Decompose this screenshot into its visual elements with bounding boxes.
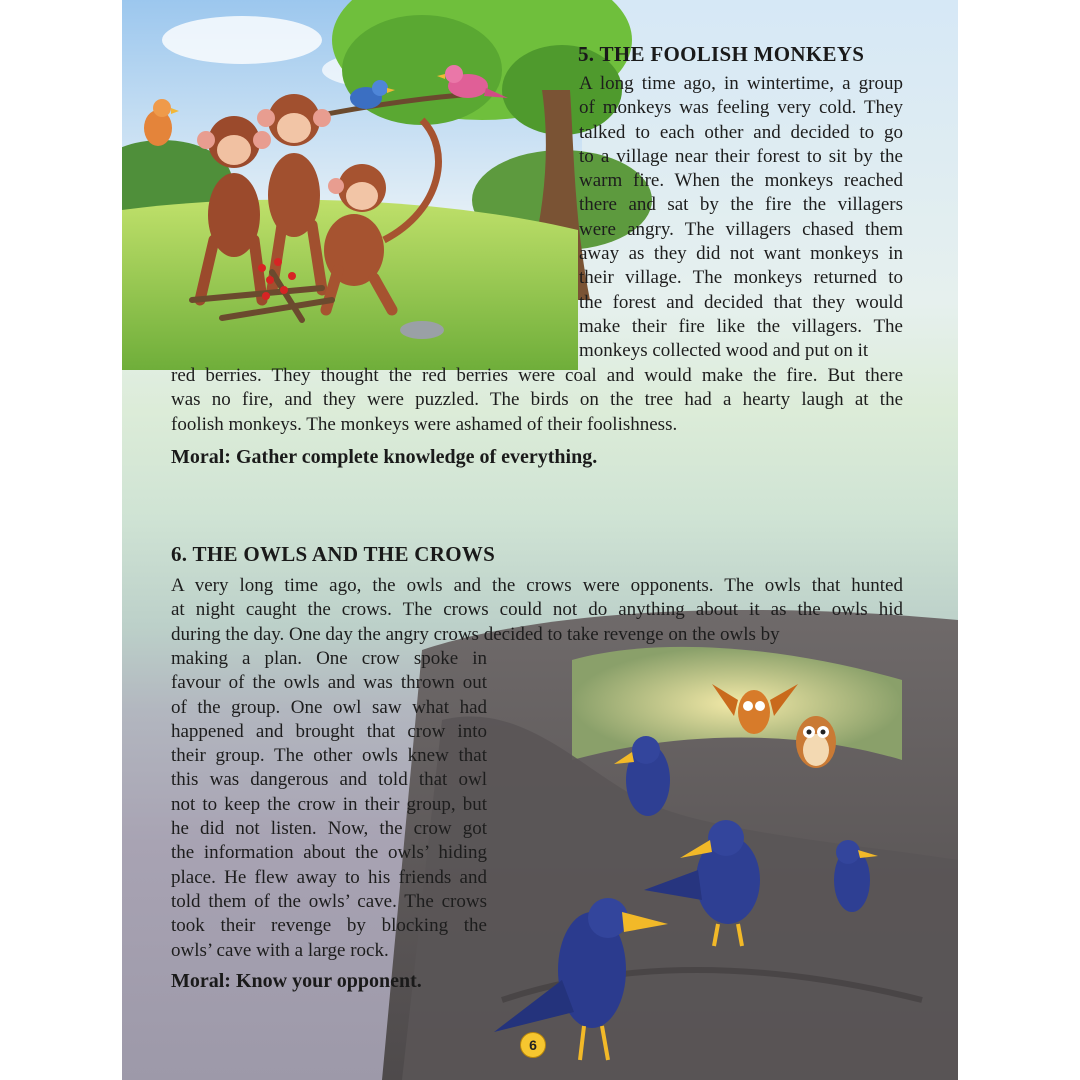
text-line: their village. The monkeys returned to — [579, 267, 903, 289]
story-2-title: 6. THE OWLS AND THE CROWS — [171, 542, 496, 566]
text-line: of monkeys was feeling very cold. They — [579, 97, 903, 119]
story-1-title: 5. THE FOOLISH MONKEYS — [578, 42, 865, 66]
text-line: he did not listen. Now, the crow got — [171, 818, 487, 840]
text-line: there and sat by the fire the villagers — [579, 194, 903, 216]
story-2-text-narrow — [171, 647, 487, 963]
page-number-badge: 6 — [520, 1032, 546, 1058]
text-line: not to keep the crow in their group, but — [171, 793, 487, 815]
text-line: the forest and decided that they would — [579, 291, 903, 313]
text-line: were angry. The villagers chased them — [579, 218, 903, 240]
story-2-text-wide — [171, 574, 903, 647]
story-1-text-narrow — [579, 72, 903, 364]
text-line: this was dangerous and told that owl — [171, 769, 487, 791]
story-1-moral: Moral: Gather complete knowledge of everything. — [171, 446, 598, 468]
story-1-text-wide — [171, 364, 903, 437]
text-line: A very long time ago, the owls and the crows were opponents. The owls that hunted — [171, 575, 903, 596]
text-line: took their revenge by blocking the — [171, 915, 487, 937]
text-line: A long time ago, in wintertime, a group — [579, 73, 903, 94]
text-line: owls’ cave with a large rock. — [171, 939, 389, 961]
owl-sitting — [796, 716, 836, 768]
text-line: talked to each other and decided to go — [579, 121, 903, 143]
text-line: foolish monkeys. The monkeys were ashamed of their foolishness. — [171, 413, 678, 435]
text-line: place. He flew away to his friends and — [171, 866, 487, 888]
text-line: of the group. One owl saw what had — [171, 696, 487, 718]
text-line: told them of the owls’ cave. The crows — [171, 890, 487, 912]
text-line: making a plan. One crow spoke in — [171, 648, 487, 669]
text-line: happened and brought that crow into — [171, 720, 487, 742]
text-line: red berries. They thought the red berries were coal and would make the fire. But there — [171, 365, 903, 386]
text-line: favour of the owls and was thrown out — [171, 672, 487, 694]
text-line: warm fire. When the monkeys reached — [579, 170, 903, 192]
text-line: the information about the owls’ hiding — [171, 842, 487, 864]
text-line: at night caught the crows. The crows could not do anything about it as the owls hid — [171, 599, 903, 621]
text-line: was no fire, and they were puzzled. The birds on the tree had a hearty laugh at the — [171, 389, 903, 411]
book-page — [122, 0, 958, 1080]
text-line: their group. The other owls knew that — [171, 745, 487, 767]
text-line: during the day. One day the angry crows decided to take revenge on the owls by — [171, 623, 780, 645]
text-line: monkeys collected wood and put on it — [579, 340, 869, 362]
text-line: make their fire like the villagers. The — [579, 315, 903, 337]
text-line: to a village near their forest to sit by the — [579, 145, 903, 167]
text-line: away as they did not want monkeys in — [579, 243, 903, 265]
story-2-moral: Moral: Know your opponent. — [171, 970, 422, 992]
monkeys-illustration — [122, 0, 652, 370]
